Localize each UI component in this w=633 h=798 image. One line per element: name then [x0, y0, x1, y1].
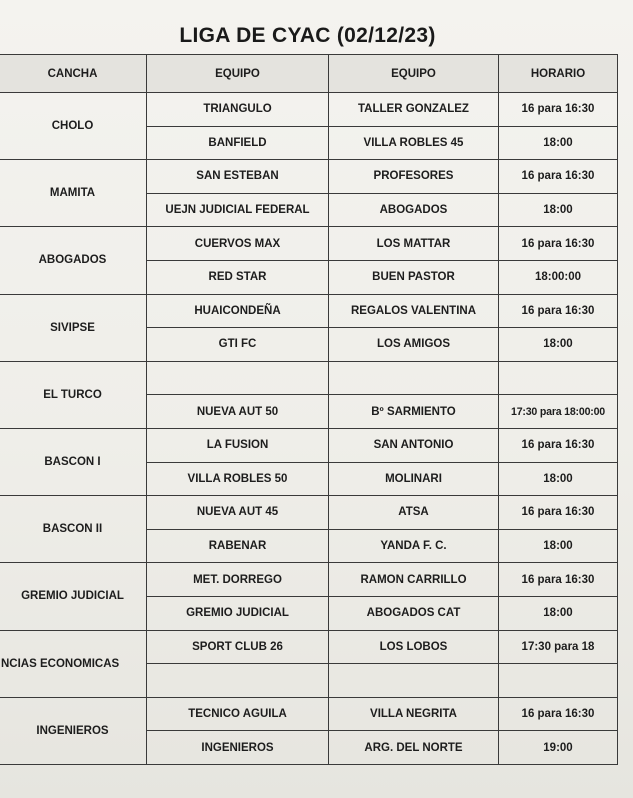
cancha-cell: MAMITA — [0, 160, 147, 227]
equipo-2-cell: YANDA F. C. — [329, 529, 499, 563]
equipo-1-cell: GTI FC — [147, 328, 329, 362]
equipo-1-cell: VILLA ROBLES 50 — [147, 462, 329, 496]
equipo-2-cell: ATSA — [329, 496, 499, 530]
equipo-1-cell: MET. DORREGO — [147, 563, 329, 597]
equipo-1-cell: SPORT CLUB 26 — [147, 630, 329, 664]
cancha-cell: BASCON I — [0, 428, 147, 495]
equipo-2-cell: LOS AMIGOS — [329, 328, 499, 362]
horario-cell: 18:00 — [499, 596, 618, 630]
horario-cell — [499, 361, 618, 395]
equipo-1-cell: TRIANGULO — [147, 93, 329, 127]
horario-cell: 16 para 16:30 — [499, 227, 618, 261]
table-row — [0, 93, 618, 127]
equipo-2-cell: LOS MATTAR — [329, 227, 499, 261]
horario-cell: 18:00 — [499, 328, 618, 362]
cancha-cell: ABOGADOS — [0, 227, 147, 294]
cancha-cell: INGENIEROS — [0, 697, 147, 764]
equipo-2-cell: VILLA NEGRITA — [329, 697, 499, 731]
equipo-2-cell: PROFESORES — [329, 160, 499, 194]
table-row — [0, 160, 618, 194]
equipo-1-cell: GREMIO JUDICIAL — [147, 596, 329, 630]
horario-cell: 16 para 16:30 — [499, 496, 618, 530]
horario-cell: 19:00 — [499, 731, 618, 765]
equipo-1-cell: UEJN JUDICIAL FEDERAL — [147, 193, 329, 227]
equipo-1-cell: RED STAR — [147, 260, 329, 294]
header-cancha: CANCHA — [0, 55, 147, 93]
equipo-2-cell: Bº SARMIENTO — [329, 395, 499, 429]
equipo-1-cell — [147, 664, 329, 698]
equipo-1-cell: NUEVA AUT 50 — [147, 395, 329, 429]
equipo-2-cell: REGALOS VALENTINA — [329, 294, 499, 328]
equipo-2-cell: LOS LOBOS — [329, 630, 499, 664]
horario-cell — [499, 664, 618, 698]
equipo-2-cell — [329, 361, 499, 395]
horario-cell: 16 para 16:30 — [499, 428, 618, 462]
header-equipo-1: EQUIPO — [147, 55, 329, 93]
header-row — [0, 55, 618, 93]
equipo-1-cell: LA FUSION — [147, 428, 329, 462]
equipo-2-cell: ARG. DEL NORTE — [329, 731, 499, 765]
equipo-2-cell — [329, 664, 499, 698]
equipo-1-cell — [147, 361, 329, 395]
horario-cell: 16 para 16:30 — [499, 93, 618, 127]
horario-cell: 16 para 16:30 — [499, 160, 618, 194]
horario-cell: 17:30 para 18:00:00 — [499, 395, 618, 429]
table-row — [0, 361, 618, 395]
fixture-body — [0, 93, 618, 765]
cancha-cell: NCIAS ECONOMICAS — [0, 630, 147, 697]
horario-cell: 16 para 16:30 — [499, 294, 618, 328]
table-row — [0, 227, 618, 261]
cancha-cell: EL TURCO — [0, 361, 147, 428]
header-equipo-2: EQUIPO — [329, 55, 499, 93]
horario-cell: 18:00 — [499, 529, 618, 563]
equipo-2-cell: ABOGADOS — [329, 193, 499, 227]
table-row — [0, 496, 618, 530]
equipo-1-cell: BANFIELD — [147, 126, 329, 160]
header-horario: HORARIO — [499, 55, 618, 93]
table-row — [0, 563, 618, 597]
table-row — [0, 428, 618, 462]
table-row — [0, 697, 618, 731]
equipo-1-cell: NUEVA AUT 45 — [147, 496, 329, 530]
cancha-cell: SIVIPSE — [0, 294, 147, 361]
equipo-2-cell: RAMON CARRILLO — [329, 563, 499, 597]
equipo-2-cell: SAN ANTONIO — [329, 428, 499, 462]
horario-cell: 18:00 — [499, 462, 618, 496]
horario-cell: 16 para 16:30 — [499, 697, 618, 731]
fixture-table — [0, 54, 618, 765]
cancha-cell: GREMIO JUDICIAL — [0, 563, 147, 630]
table-row — [0, 294, 618, 328]
equipo-2-cell: VILLA ROBLES 45 — [329, 126, 499, 160]
horario-cell: 18:00 — [499, 126, 618, 160]
equipo-2-cell: BUEN PASTOR — [329, 260, 499, 294]
page-title: LIGA DE CYAC (02/12/23) — [179, 24, 436, 47]
equipo-1-cell: HUAICONDEÑA — [147, 294, 329, 328]
equipo-1-cell: CUERVOS MAX — [147, 227, 329, 261]
horario-cell: 17:30 para 18 — [499, 630, 618, 664]
equipo-1-cell: TECNICO AGUILA — [147, 697, 329, 731]
equipo-2-cell: ABOGADOS CAT — [329, 596, 499, 630]
equipo-2-cell: MOLINARI — [329, 462, 499, 496]
equipo-2-cell: TALLER GONZALEZ — [329, 93, 499, 127]
equipo-1-cell: INGENIEROS — [147, 731, 329, 765]
horario-cell: 18:00:00 — [499, 260, 618, 294]
cancha-cell: CHOLO — [0, 93, 147, 160]
equipo-1-cell: SAN ESTEBAN — [147, 160, 329, 194]
horario-cell: 18:00 — [499, 193, 618, 227]
cancha-cell: BASCON II — [0, 496, 147, 563]
horario-cell: 16 para 16:30 — [499, 563, 618, 597]
table-row — [0, 630, 618, 664]
equipo-1-cell: RABENAR — [147, 529, 329, 563]
